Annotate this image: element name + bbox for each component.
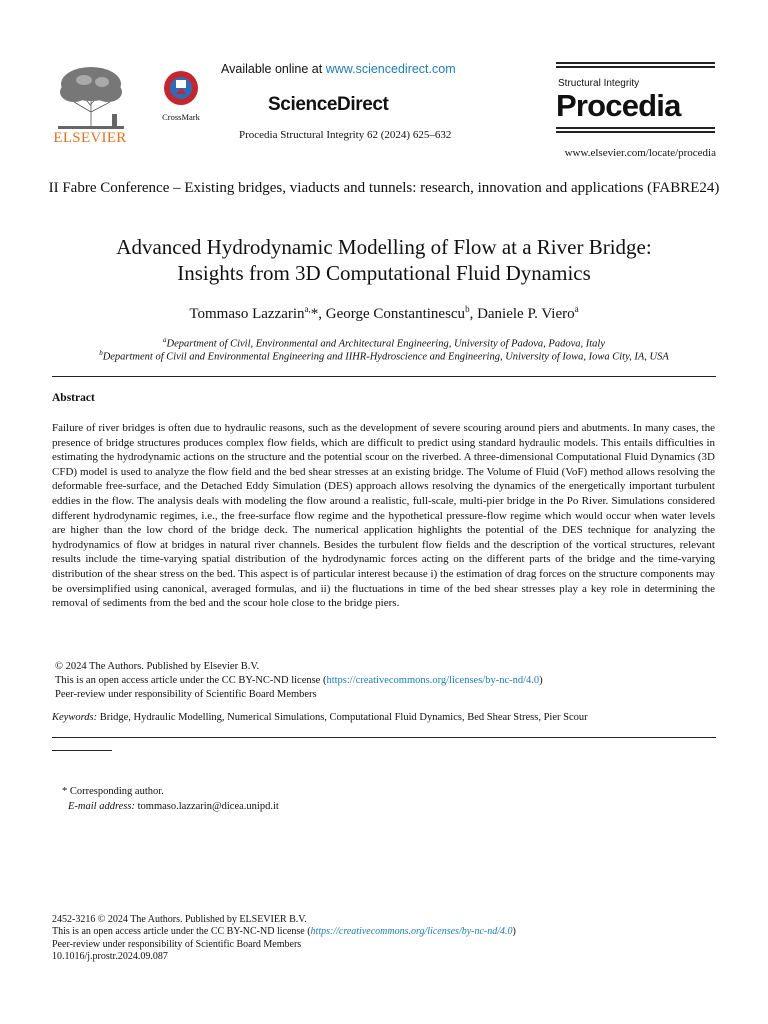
author-affiliation-mark: a, bbox=[304, 304, 311, 314]
license-link[interactable]: https://creativecommons.org/licenses/by-nc-nd/4.0 bbox=[326, 675, 540, 687]
license-prefix: This is an open access article under the CC BY-NC-ND license ( bbox=[55, 675, 327, 687]
paper-title bbox=[40, 234, 728, 286]
elsevier-wordmark: ELSEVIER bbox=[53, 130, 127, 146]
crossmark-label: CrossMark bbox=[162, 112, 200, 122]
footer-license-link[interactable]: https://creativecommons.org/licenses/by-nc-nd/4.0 bbox=[310, 926, 513, 938]
copyright-line: © 2024 The Authors. Published by Elsevier B.V. bbox=[55, 661, 260, 672]
correspondence-note bbox=[62, 785, 279, 814]
license-suffix: ) bbox=[539, 675, 543, 687]
page-footer bbox=[52, 914, 516, 964]
conference-name: II Fabre Conference – Existing bridges, viaducts and tunnels: research, innovation and applications (FABRE24) bbox=[48, 180, 720, 196]
author-affiliation-mark: b bbox=[465, 304, 470, 314]
sciencedirect-link[interactable]: www.sciencedirect.com bbox=[325, 62, 456, 76]
available-prefix: Available online at bbox=[221, 62, 326, 76]
section-divider bbox=[52, 737, 716, 738]
journal-url[interactable]: www.elsevier.com/locate/procedia bbox=[564, 147, 716, 159]
affiliation-a bbox=[40, 336, 728, 350]
author-affiliation-mark: a bbox=[574, 304, 579, 314]
issn-line: 2452-3216 © 2024 The Authors. Published by ELSEVIER B.V. bbox=[52, 914, 307, 925]
abstract-heading: Abstract bbox=[52, 392, 95, 404]
affiliation-mark: b bbox=[99, 349, 103, 357]
section-divider bbox=[52, 376, 716, 377]
doi[interactable]: 10.1016/j.prostr.2024.09.087 bbox=[52, 951, 168, 963]
abstract-text: Failure of river bridges is often due to hydraulic reasons, such as the development of severe scouring around piers and abutments. In many cases, the presence of bridge structures produces complex flow fields, which are difficult to predict using standard hydraulic models. This entails difficulties in estimating the hydrodynamic actions on the structure and the potential scour on the riverbed. A three-dimensional Computational Fluid Dynamics (3D CFD) model is used to analyze the flow field and the bed shear stresses at an existing bridge. The Volume of Fluid (VoF) method allows resolving the deformable free-surface, and the Detached Eddy Simulation (DES) approach allows resolving the dynamics of the energetically important turbulent eddies in the flow. The analysis deals with modeling the flow around a realistic, full-scale, multi-pier bridge in the Po River. Simulations considered different hydrodynamic regimes, i.e., the free-surface flow regime and the hypothetical pressure-flow regime which would occur when water levels are higher than the low chord of the bridge deck. The numerical application highlights the potential of the DES technique for analyzing the hydrodynamics of flow at bridges in natural river channels. Besides the turbulent flow fields and the description of the vortical structures, relevant results include the time-varying spatial distribution of the hydrodynamic forces acting on the different parts of the bridge and the time-varying distribution of the shear stress on the bed. This aspect is of particular interest because i) the estimation of drag forces on the structure components may be oversimplified using canonical, averaged formulas, and ii) the fluctuations in time of the bed shear stresses play a key role in determining the removal of sediments from the bed and the scour hole close to the bridge piers. bbox=[52, 422, 715, 610]
peer-review-line: Peer-review under responsibility of Scientific Board Members bbox=[55, 689, 317, 701]
title-line-2: Insights from 3D Computational Fluid Dynamics bbox=[177, 261, 591, 285]
affiliation-mark: a bbox=[163, 336, 167, 344]
affiliation-b bbox=[40, 349, 728, 363]
author-separator: , bbox=[469, 306, 478, 322]
title-line-1: Advanced Hydrodynamic Modelling of Flow at a River Bridge: bbox=[116, 235, 652, 259]
logo-rule bbox=[556, 127, 715, 129]
footer-license-prefix: This is an open access article under the CC BY-NC-ND license ( bbox=[52, 926, 311, 938]
author-list bbox=[40, 304, 728, 323]
footer-license-suffix: ) bbox=[512, 926, 516, 938]
logo-rule bbox=[556, 66, 715, 68]
author-separator: , bbox=[318, 306, 326, 322]
footer-license-line bbox=[52, 926, 516, 938]
email-line bbox=[62, 800, 279, 815]
affiliation-text: Department of Civil, Environmental and Architectural Engineering, University of Padova, Padova, Italy bbox=[166, 338, 605, 350]
copyright-block bbox=[55, 660, 543, 703]
email-address[interactable]: tommaso.lazzarin@dicea.unipd.it bbox=[134, 800, 279, 812]
corresponding-mark: * bbox=[310, 306, 319, 322]
corresponding-author-label: * Corresponding author. bbox=[62, 786, 164, 797]
keywords-label: Keywords: bbox=[52, 712, 98, 723]
keywords-line bbox=[52, 712, 588, 723]
keywords-value: Bridge, Hydraulic Modelling, Numerical Simulations, Computational Fluid Dynamics, Bed Shear Stress, Pier Scour bbox=[97, 712, 588, 723]
email-label: E-mail address: bbox=[68, 800, 135, 812]
logo-rule bbox=[556, 131, 715, 133]
author-name: Tommaso Lazzarin bbox=[189, 306, 305, 322]
journal-reference: Procedia Structural Integrity 62 (2024) 625–632 bbox=[239, 129, 452, 141]
logo-rule bbox=[556, 62, 715, 64]
license-line bbox=[55, 674, 543, 688]
journal-series: Structural Integrity bbox=[558, 78, 640, 89]
footer-peer-review: Peer-review under responsibility of Scientific Board Members bbox=[52, 938, 302, 950]
availability-line bbox=[221, 62, 456, 76]
author-name: George Constantinescu bbox=[325, 306, 466, 322]
journal-name: Procedia bbox=[556, 88, 681, 123]
footnote-rule bbox=[52, 750, 112, 751]
sciencedirect-wordmark: ScienceDirect bbox=[268, 94, 389, 115]
procedia-logo bbox=[556, 62, 715, 135]
crossmark-badge[interactable] bbox=[158, 70, 204, 122]
author-name: Daniele P. Viero bbox=[477, 306, 575, 322]
affiliation-text: Department of Civil and Environmental Engineering and IIHR-Hydroscience and Engineering, University of Iowa, Iowa City, IA, USA bbox=[102, 351, 669, 363]
